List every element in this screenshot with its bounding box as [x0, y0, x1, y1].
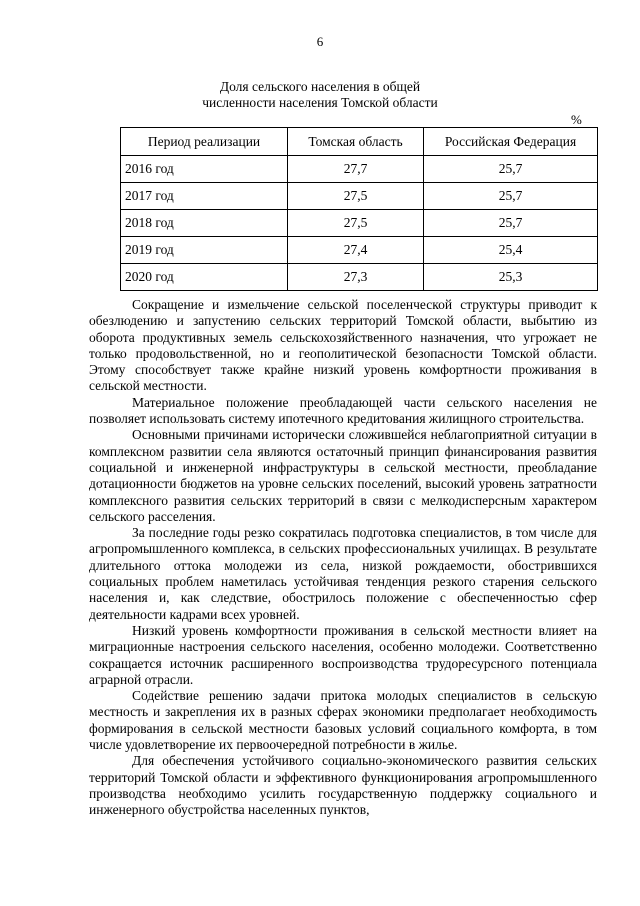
table-row [121, 183, 598, 210]
cell-period: 2017 год [121, 183, 288, 210]
cell-russia: 25,7 [424, 210, 598, 237]
table-row [121, 237, 598, 264]
table-title-line-1: Доля сельского населения в общей [219, 79, 421, 94]
cell-russia: 25,4 [424, 237, 598, 264]
paragraph: Основными причинами исторически сложившейся неблагоприятной ситуации в комплексном развитии села являются остаточный принцип финансирования развития социальной и инженерной инфраструктуры в сельской местности, преобладание дотационности бюджетов на уровне сельских поселений, высокий уровень затратности комплексного развития сельских территорий в связи с мелкодисперсным характером сельского расселения. [89, 427, 597, 524]
table-header-row [121, 128, 598, 156]
body-text [89, 297, 597, 819]
rural-population-table [120, 127, 598, 291]
paragraph: Сокращение и измельчение сельской поселенческой структуры приводит к обезлюдению и запустению сельских территорий Томской области, выбытию из оборота продуктивных земель сельскохозяйственного назначения, что угрожает не только продовольственной, но и геополитической безопасности Томской области. Этому способствует также крайне низкий уровень комфортности проживания в сельской местности. [89, 297, 597, 394]
paragraph: Для обеспечения устойчивого социально-экономического развития сельских территорий Томской области и эффективного функционирования агропромышленного производства необходимо усилить государственную поддержку социального и инженерного обустройства населенных пунктов, [89, 753, 597, 818]
cell-tomsk: 27,5 [288, 210, 424, 237]
paragraph: За последние годы резко сократилась подготовка специалистов, в том числе для агропромышленного комплекса, в сельских профессиональных училищах. В результате длительного оттока молодежи из села, низкой рождаемости, обострившихся социальных проблем наметилась устойчивая тенденция резкого старения сельского населения и, как следствие, обострилось положение с обеспеченностью сфер деятельности кадрами всех уровней. [89, 525, 597, 622]
page-number: 6 [316, 34, 324, 49]
cell-tomsk: 27,5 [288, 183, 424, 210]
unit-label: % [571, 112, 582, 127]
cell-period: 2020 год [121, 264, 288, 291]
cell-tomsk: 27,4 [288, 237, 424, 264]
cell-tomsk: 27,3 [288, 264, 424, 291]
table-title [0, 79, 640, 111]
cell-russia: 25,3 [424, 264, 598, 291]
cell-period: 2018 год [121, 210, 288, 237]
table-row [121, 210, 598, 237]
paragraph: Материальное положение преобладающей части сельского населения не позволяет использовать систему ипотечного кредитования жилищного строительства. [89, 394, 597, 427]
cell-period: 2016 год [121, 156, 288, 183]
cell-russia: 25,7 [424, 183, 598, 210]
header-russia: Российская Федерация [424, 128, 598, 156]
paragraph: Низкий уровень комфортности проживания в сельской местности влияет на миграционные настроения сельского населения, особенно молодежи. Соответственно сокращается источник расширенного воспроизводства трудоресурсного потенциала аграрной отрасли. [89, 622, 597, 687]
header-tomsk: Томская область [288, 128, 424, 156]
table-row [121, 264, 598, 291]
cell-tomsk: 27,7 [288, 156, 424, 183]
header-period: Период реализации [121, 128, 288, 156]
paragraph: Содействие решению задачи притока молодых специалистов в сельскую местность и закрепления их в разных сферах экономики предполагает необходимость формирования в сельской местности базовых условий социального комфорта, в том числе удовлетворение их первоочередной потребности в жилье. [89, 688, 597, 753]
table-row [121, 156, 598, 183]
cell-period: 2019 год [121, 237, 288, 264]
cell-russia: 25,7 [424, 156, 598, 183]
table-title-line-2: численности населения Томской области [202, 95, 438, 110]
